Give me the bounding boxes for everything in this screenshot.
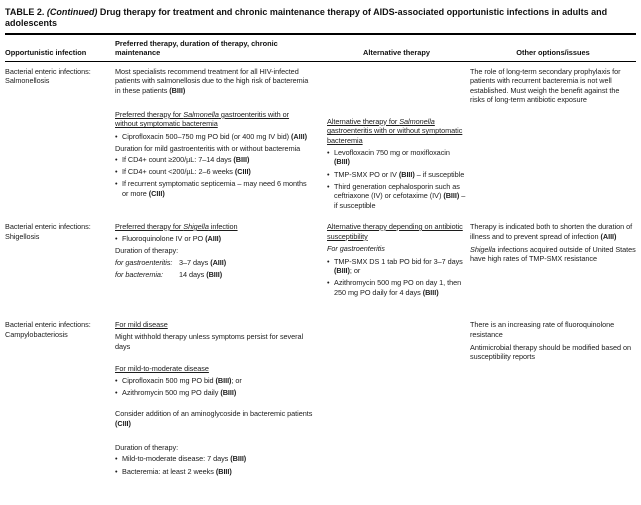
paragraph: There is an increasing rate of fluoroquinolone resistance: [470, 320, 615, 339]
bullet-icon: •: [327, 181, 330, 191]
bullet-text: Azithromycin 500 mg PO daily (BIII): [122, 388, 237, 398]
bullet-text: If CD4+ count <200/µL: 2–6 weeks (CIII): [122, 167, 251, 177]
cell-alternative-therapy: [327, 320, 470, 479]
cell-other-options: [470, 222, 636, 300]
paragraph: Duration of therapy:: [115, 442, 179, 452]
bullet-icon: •: [115, 375, 118, 385]
bullet-item: [115, 179, 313, 198]
paragraph: Therapy is indicated both to shorten the duration of illness and to prevent spread of infection (AIII): [470, 221, 633, 241]
paragraph: The role of long-term secondary prophylaxis for patients with recurrent bacteremia is not well established. Must weigh the benefit against the risks of long-term antibiotic exposure: [470, 66, 621, 105]
bullet-text: TMP-SMX DS 1 tab PO bid for 3–7 days (BIII); or: [334, 256, 463, 276]
table-title-text: Drug therapy for treatment and chronic maintenance therapy of AIDS-associated opportunistic infections in adults and adolescents: [5, 7, 608, 28]
duration-row: [115, 258, 313, 268]
column-header-alternative-therapy: Alternative therapy: [363, 48, 430, 58]
bullet-icon: •: [327, 147, 330, 157]
bullet-item: [327, 278, 466, 297]
duration-value: 14 days (BIII): [179, 269, 223, 279]
spacer: [115, 400, 313, 409]
bullet-text: If CD4+ count ≥200/µL: 7–14 days (BIII): [122, 155, 250, 165]
bullet-text: Bacteremia: at least 2 weeks (BIII): [122, 466, 232, 476]
bullet-text: If recurrent symptomatic septicemia – may need 6 months or more (CIII): [122, 179, 307, 199]
bullet-icon: •: [327, 256, 330, 266]
table-body: [5, 62, 636, 479]
table-row: [5, 222, 636, 300]
bullet-item: [115, 155, 313, 165]
bullet-item: [115, 167, 313, 177]
cell-opportunistic-infection: Bacterial enteric infections: Shigellosis: [5, 221, 91, 241]
therapy-heading: For mild disease: [115, 320, 168, 330]
column-header-other-options: Other options/issues: [516, 48, 590, 58]
cell-alternative-therapy: [327, 222, 470, 300]
bullet-text: Ciprofloxacin 500 mg PO bid (BIII); or: [122, 375, 242, 385]
duration-label: for gastroenteritis:: [115, 257, 173, 267]
bullet-text: Third generation cephalosporin such as ceftriaxone (IV) or cefotaxime (IV) (BIII) – if susceptible: [334, 181, 466, 210]
duration-label: for bacteremia:: [115, 269, 163, 279]
bullet-item: [115, 132, 313, 142]
paragraph: Might withhold therapy unless symptoms persist for several days: [115, 332, 304, 351]
bullet-icon: •: [115, 179, 118, 189]
duration-value: 3–7 days (AIII): [179, 257, 227, 267]
therapy-heading: Alternative therapy depending on antibiotic susceptibility: [327, 221, 463, 241]
cell-preferred-therapy: [115, 222, 327, 300]
column-header-opportunistic-infection: Opportunistic infection: [5, 48, 87, 58]
cell-preferred-therapy: [115, 67, 327, 213]
spacer: [115, 355, 313, 364]
bullet-text: Azithromycin 500 mg PO on day 1, then 250 mg PO daily for 4 days (BIII): [334, 278, 462, 297]
bullet-item: [115, 454, 313, 464]
cell-other-options: [470, 67, 636, 213]
bullet-item: [327, 148, 466, 167]
bullet-icon: •: [327, 169, 330, 179]
bullet-item: [115, 376, 313, 386]
paragraph: For gastroenteritis: [327, 243, 385, 253]
bullet-icon: •: [115, 155, 118, 165]
bullet-item: [115, 388, 313, 398]
bullet-icon: •: [115, 466, 118, 476]
therapy-heading: For mild-to-moderate disease: [115, 363, 209, 373]
table-row: [5, 320, 636, 479]
bullet-text: Levofloxacin 750 mg or moxifloxacin (BIII): [334, 147, 450, 167]
table-row: [5, 67, 636, 213]
cell-opportunistic-infection: Bacterial enteric infections: Campylobacteriosis: [5, 320, 91, 339]
bullet-text: TMP-SMX PO or IV (BIII) – if susceptible: [334, 169, 465, 179]
bullet-item: [327, 257, 466, 276]
bullet-icon: •: [115, 167, 118, 177]
therapy-heading: Preferred therapy for Salmonella gastroenteritis with or without symptomatic bacteremia: [115, 109, 290, 129]
bullet-item: [327, 182, 466, 211]
paragraph: Antimicrobial therapy should be modified based on susceptibility reports: [470, 342, 632, 362]
cell-opportunistic-infection: Bacterial enteric infections: Salmonellosis: [5, 66, 91, 86]
paragraph: Most specialists recommend treatment for all HIV-infected patients with salmonellosis due to the high risk of bacteremia in these patients (BIII): [115, 66, 309, 95]
table-header-row: [5, 35, 636, 62]
spacer: [115, 432, 313, 441]
duration-row: [115, 270, 313, 280]
spacer: [327, 67, 466, 117]
paragraph: Consider addition of an aminoglycoside in bacteremic patients (CIII): [115, 409, 313, 428]
bullet-item: [327, 170, 466, 180]
therapy-heading: Alternative therapy for Salmonella gastroenteritis with or without symptomatic bacteremia: [327, 116, 463, 145]
bullet-icon: •: [115, 131, 118, 141]
bullet-icon: •: [115, 388, 118, 398]
therapy-heading: Preferred therapy for Shigella infection: [115, 221, 238, 231]
table-title: [5, 7, 636, 29]
bullet-icon: •: [115, 454, 118, 464]
column-header-preferred-therapy: Preferred therapy, duration of therapy, chronic maintenance: [115, 39, 278, 58]
bullet-item: [115, 234, 313, 244]
paragraph: Duration for mild gastroenteritis with or without bacteremia: [115, 143, 301, 153]
table-title-prefix: TABLE 2.: [5, 7, 45, 17]
bullet-text: Fluoroquinolone IV or PO (AIII): [122, 234, 222, 244]
bullet-icon: •: [327, 278, 330, 288]
spacer: [115, 99, 313, 110]
bullet-item: [115, 467, 313, 477]
cell-preferred-therapy: [115, 320, 327, 479]
bullet-text: Ciprofloxacin 500–750 mg PO bid (or 400 mg IV bid) (AIII): [122, 131, 307, 141]
table-title-continued: (Continued): [46, 7, 98, 17]
paragraph: Duration of therapy:: [115, 246, 179, 256]
cell-alternative-therapy: [327, 67, 470, 213]
paragraph: Shigella infections acquired outside of United States have high rates of TMP-SMX resistance: [470, 244, 636, 264]
bullet-icon: •: [115, 234, 118, 244]
bullet-text: Mild-to-moderate disease: 7 days (BIII): [122, 454, 247, 464]
cell-other-options: [470, 320, 636, 479]
